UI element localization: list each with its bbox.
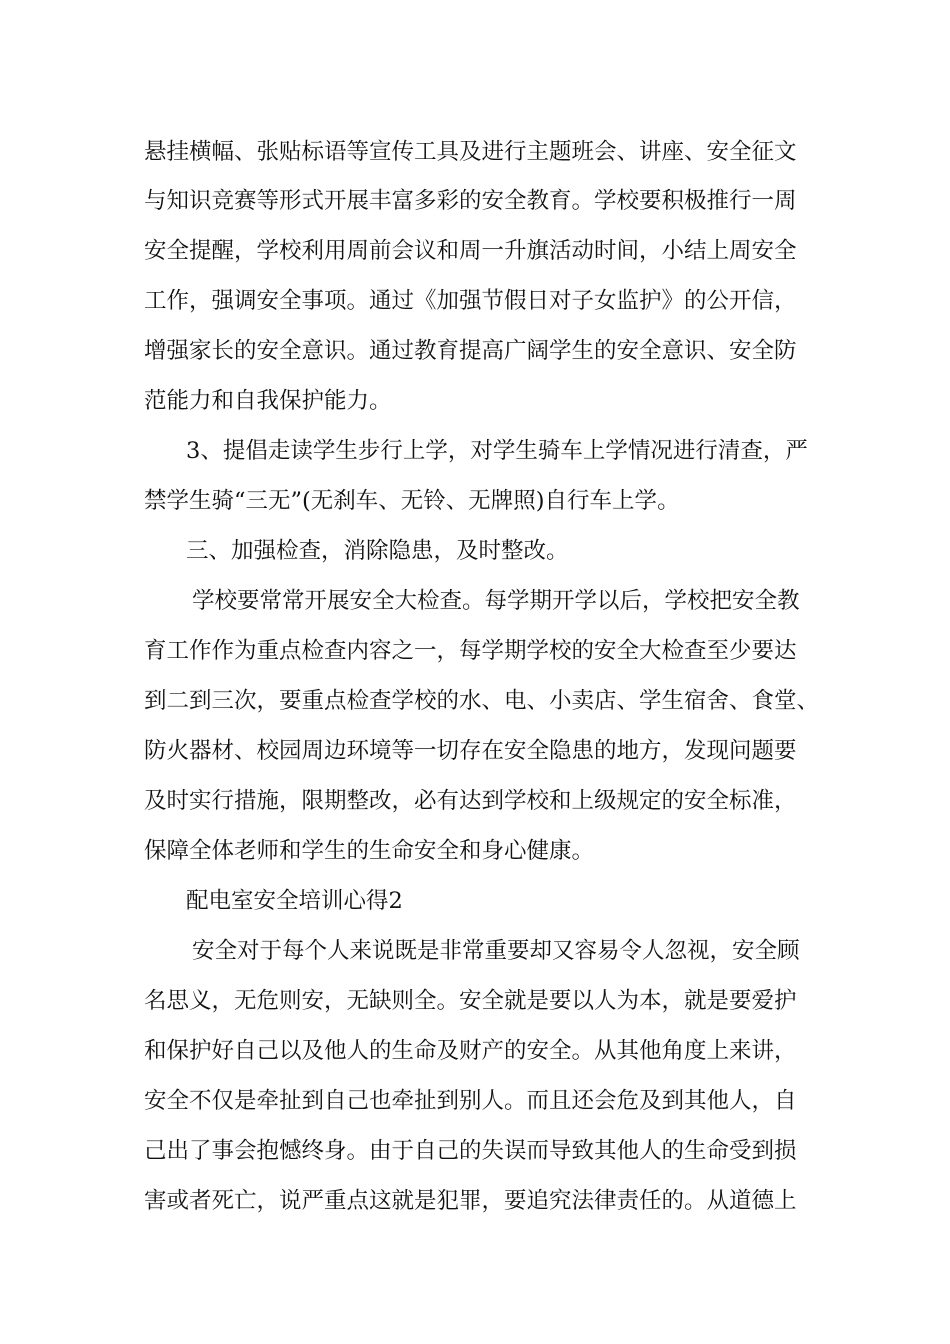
text-line: 范能力和自我保护能力。 <box>144 388 392 414</box>
text-line: 到二到三次，要重点检查学校的水、电、小卖店、学生宿舍、食堂、 <box>144 688 820 714</box>
text-line: 安全不仅是牵扯到自己也牵扯到别人。而且还会危及到其他人，自 <box>144 1088 797 1114</box>
text-line: 与知识竞赛等形式开展丰富多彩的安全教育。学校要积极推行一周 <box>144 188 797 214</box>
text-line: 及时实行措施，限期整改，必有达到学校和上级规定的安全标准， <box>144 788 797 814</box>
text-line: 学校要常常开展安全大检查。每学期开学以后，学校把安全教 <box>192 588 800 614</box>
text-line: 育工作作为重点检查内容之一，每学期学校的安全大检查至少要达 <box>144 638 797 664</box>
text-line: 保障全体老师和学生的生命安全和身心健康。 <box>144 838 595 864</box>
text-line: 安全对于每个人来说既是非常重要却又容易令人忽视，安全顾 <box>192 938 800 964</box>
text-line: 3、提倡走读学生步行上学，对学生骑车上学情况进行清查，严 <box>186 438 808 464</box>
text-line: 增强家长的安全意识。通过教育提高广阔学生的安全意识、安全防 <box>144 338 797 364</box>
text-line: 和保护好自己以及他人的生命及财产的安全。从其他角度上来讲， <box>144 1038 797 1064</box>
article-title: 配电室安全培训心得2 <box>186 888 403 914</box>
text-line: 防火器材、校园周边环境等一切存在安全隐患的地方，发现问题要 <box>144 738 797 764</box>
section-heading: 三、加强检查，消除隐患，及时整改。 <box>186 538 569 564</box>
text-line: 工作，强调安全事项。通过《加强节假日对子女监护》的公开信， <box>144 288 797 314</box>
text-line: 名思义，无危则安，无缺则全。安全就是要以人为本，就是要爱护 <box>144 988 797 1014</box>
text-line: 己出了事会抱憾终身。由于自己的失误而导致其他人的生命受到损 <box>144 1138 797 1164</box>
text-line: 禁学生骑“三无”(无刹车、无铃、无牌照)自行车上学。 <box>144 488 680 514</box>
text-line: 悬挂横幅、张贴标语等宣传工具及进行主题班会、讲座、安全征文 <box>144 139 797 165</box>
text-line: 害或者死亡，说严重点这就是犯罪，要追究法律责任的。从道德上 <box>144 1188 797 1214</box>
text-line: 安全提醒，学校利用周前会议和周一升旗活动时间，小结上周安全 <box>144 238 797 264</box>
